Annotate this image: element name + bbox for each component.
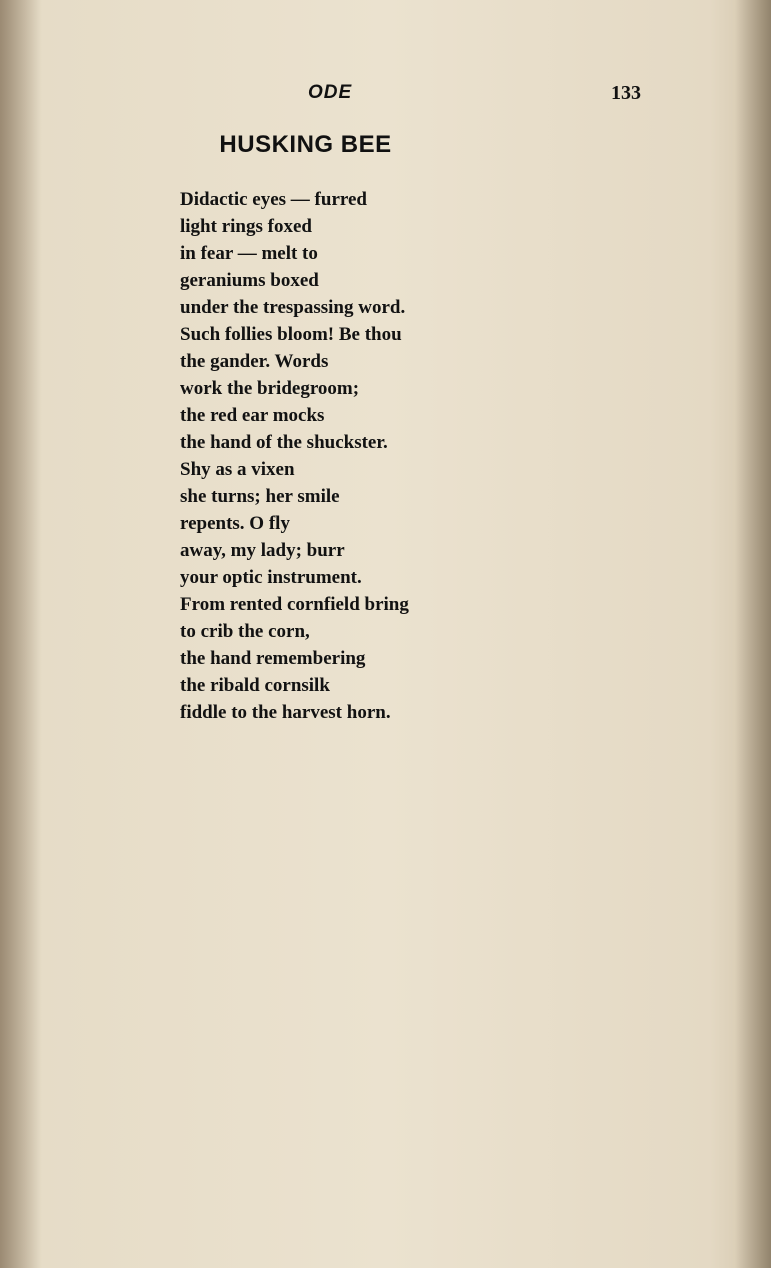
spine-shadow: [0, 0, 42, 1268]
poem-line: your optic instrument.: [180, 567, 362, 588]
poem-line: in fear — melt to: [180, 243, 318, 264]
poem-line: Such follies bloom! Be thou: [180, 324, 402, 345]
poem-line: under the trespassing word.: [180, 297, 406, 318]
poem-line: she turns; her smile: [180, 486, 340, 507]
poem-line: light rings foxed: [180, 216, 312, 237]
poem-line: fiddle to the harvest horn.: [180, 702, 391, 723]
page-number: 133: [611, 82, 641, 104]
poem-line: the red ear mocks: [180, 405, 325, 426]
poem-line: Didactic eyes — furred: [180, 189, 367, 210]
poem-line: From rented cornfield bring: [180, 594, 409, 615]
poem-line: the gander. Words: [180, 351, 329, 372]
poem-title: HUSKING BEE: [219, 131, 392, 158]
running-head: ODE: [308, 82, 353, 103]
poem-body: [180, 186, 540, 726]
poem-line: work the bridegroom;: [180, 378, 360, 399]
poem-line: Shy as a vixen: [180, 459, 295, 480]
poem-line: to crib the corn,: [180, 621, 310, 642]
poem-line: geraniums boxed: [180, 270, 319, 291]
page-header: [0, 82, 771, 112]
page-edge-shadow: [735, 0, 771, 1268]
poem-line: the hand remembering: [180, 648, 366, 669]
poem-line: away, my lady; burr: [180, 540, 345, 561]
poem-line: repents. O fly: [180, 513, 290, 534]
poem-line: the ribald cornsilk: [180, 675, 330, 696]
poem-line: the hand of the shuckster.: [180, 432, 388, 453]
